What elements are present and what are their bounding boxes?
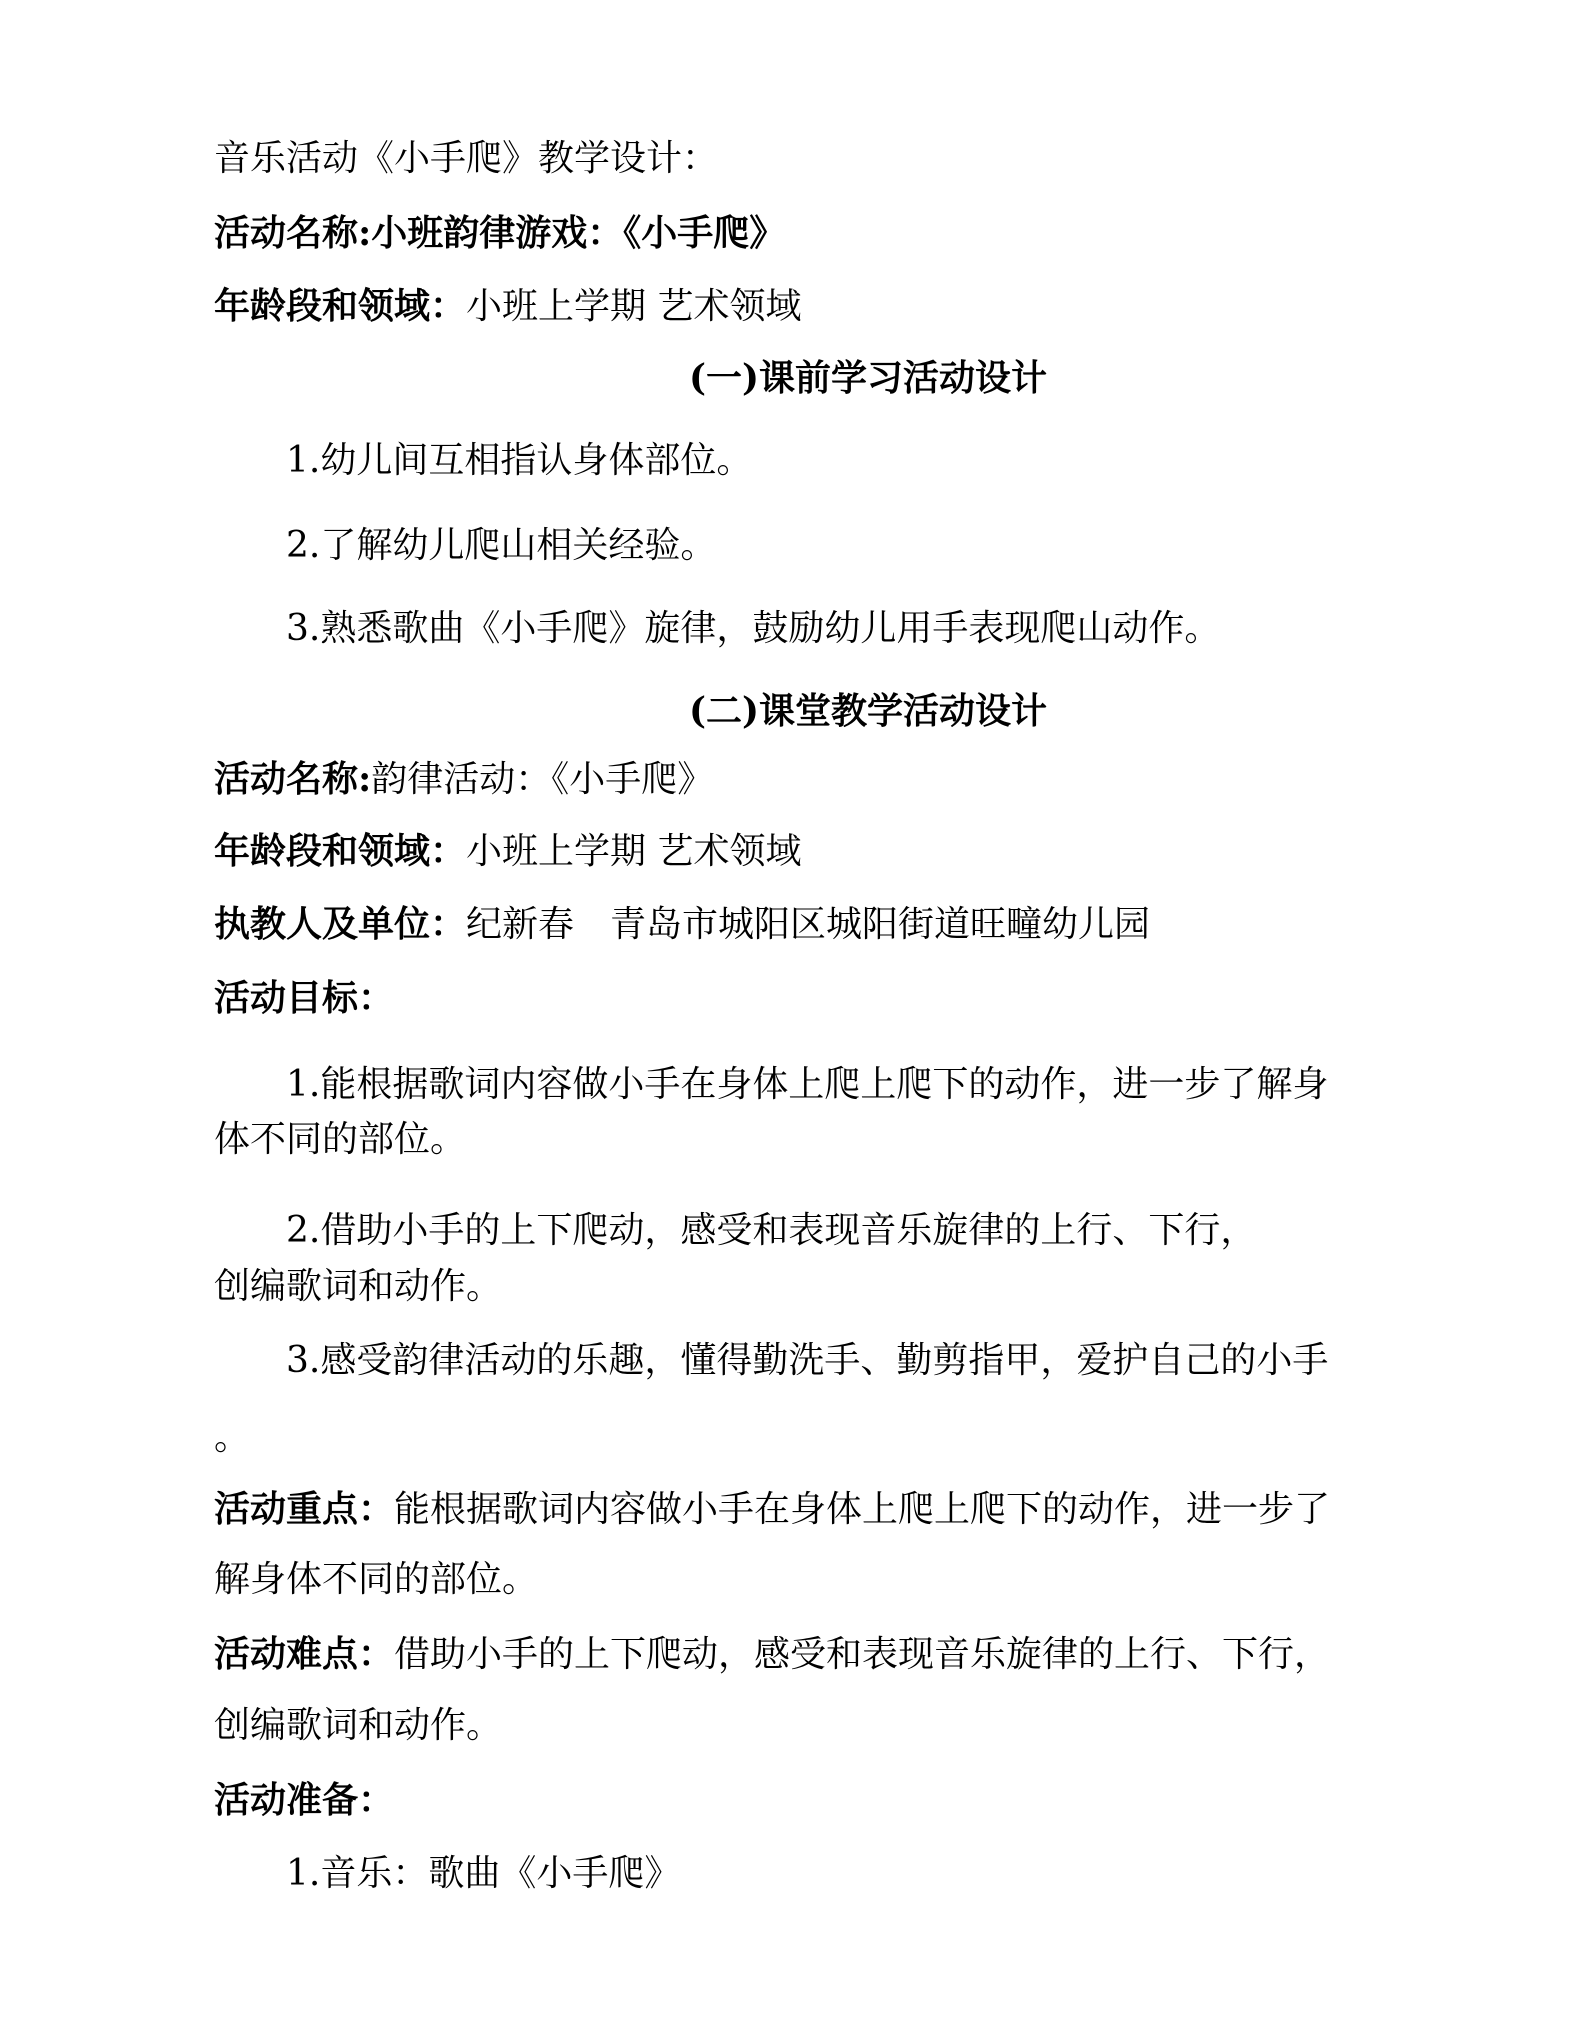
goals-label	[214, 976, 394, 1021]
value: 小班韵律游戏：《小手爬》	[371, 212, 786, 254]
label: 年龄段和领域：	[214, 285, 467, 327]
value: 纪新春 青岛市城阳区城阳街道旺疃幼儿园	[466, 904, 1151, 945]
list-item: 3.熟悉歌曲《小手爬》旋律，鼓励幼儿用手表现爬山动作。	[286, 608, 1221, 649]
value: 小班上学期 艺术领域	[466, 286, 802, 327]
value: 小班上学期 艺术领域	[466, 831, 802, 872]
age-domain-2	[214, 829, 801, 874]
label: 活动名称:	[214, 758, 372, 800]
label: 活动准备：	[214, 1779, 395, 1821]
goal-item: 3.感受韵律活动的乐趣，懂得勤洗手、勤剪指甲，爱护自己的小手	[286, 1340, 1329, 1381]
label: 活动目标：	[214, 977, 395, 1019]
goal-item-cont: 。	[214, 1417, 251, 1458]
list-item: 1.幼儿间互相指认身体部位。	[286, 440, 753, 481]
value: 韵律活动：《小手爬》	[371, 759, 714, 800]
preparation-item: 1.音乐：歌曲《小手爬》	[286, 1853, 681, 1894]
goal-item: 2.借助小手的上下爬动，感受和表现音乐旋律的上行、下行，	[286, 1210, 1257, 1251]
activity-name	[214, 211, 785, 256]
label: 活动重点：	[214, 1488, 395, 1530]
goal-item-cont: 体不同的部位。	[214, 1119, 467, 1160]
key-point	[214, 1487, 1330, 1532]
label: 年龄段和领域：	[214, 830, 467, 872]
label: 执教人及单位：	[214, 903, 467, 945]
label: 活动难点：	[214, 1633, 395, 1675]
age-domain	[214, 284, 801, 329]
difficulty-cont: 创编歌词和动作。	[214, 1705, 503, 1746]
section2-heading: (二)课堂教学活动设计	[688, 690, 1048, 732]
list-item: 2.了解幼儿爬山相关经验。	[286, 525, 717, 566]
value: 能根据歌词内容做小手在身体上爬上爬下的动作，进一步了	[394, 1489, 1331, 1530]
preparation-label	[214, 1778, 394, 1823]
value: 借助小手的上下爬动，感受和表现音乐旋律的上行、下行，	[394, 1634, 1331, 1675]
section1-heading: (一)课前学习活动设计	[688, 357, 1048, 399]
label: 活动名称:	[214, 212, 372, 254]
teacher-unit	[214, 902, 1150, 947]
document-title: 音乐活动《小手爬》教学设计：	[214, 138, 719, 179]
goal-item-cont: 创编歌词和动作。	[214, 1266, 503, 1307]
activity-name-2	[214, 757, 713, 802]
goal-item: 1.能根据歌词内容做小手在身体上爬上爬下的动作，进一步了解身	[286, 1064, 1329, 1105]
key-point-cont: 解身体不同的部位。	[214, 1559, 539, 1600]
difficulty	[214, 1632, 1330, 1677]
